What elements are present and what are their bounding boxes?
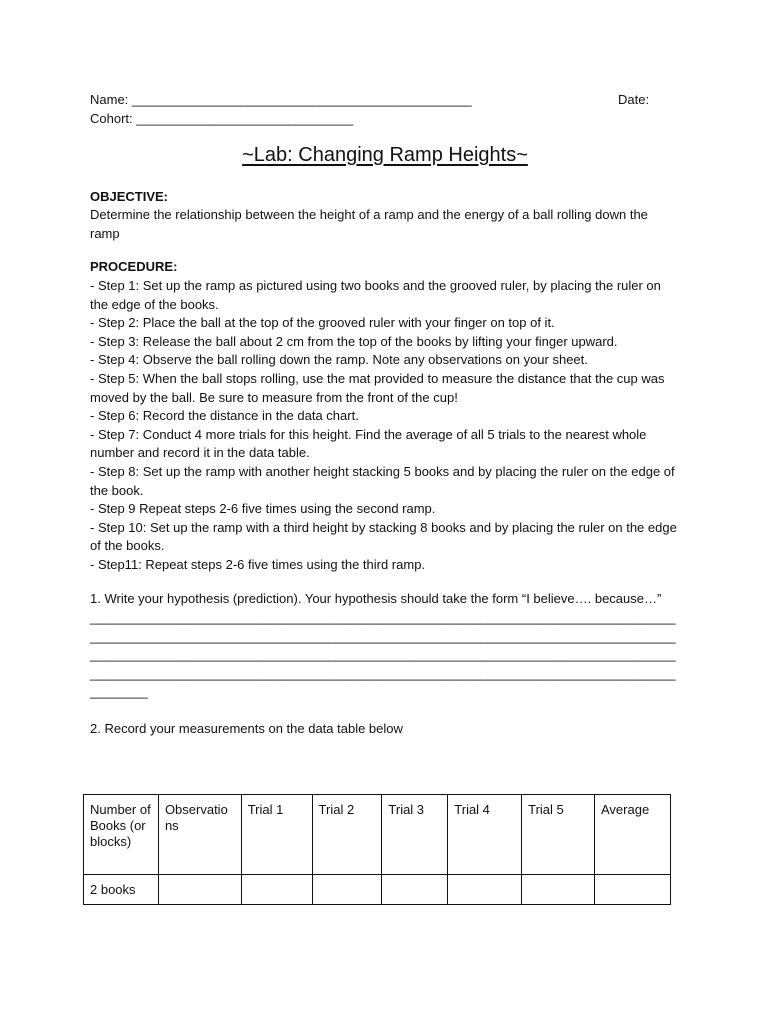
data-table-prompt: 2. Record your measurements on the data table below [90,721,403,737]
procedure-step: - Step 2: Place the ball at the top of the grooved ruler with your finger on top of it. [90,315,555,331]
name-date-row [90,91,680,110]
table-cell: 2 books [84,875,159,905]
procedure-section [90,258,680,574]
procedure-step: - Step 5: When the ball stops rolling, use the mat provided to measure the distance that the cup was moved by the ball. Be sure to measure from the front of the cup! [90,370,665,405]
column-header: Trial 4 [448,795,522,875]
table-header-row [84,795,671,875]
worksheet-page [90,91,680,739]
question-2 [90,720,680,739]
cohort-field[interactable]: Cohort: ______________________________ [90,111,354,126]
objective-heading: OBJECTIVE: [90,188,169,204]
table-cell[interactable] [522,875,595,905]
column-header: Trial 5 [522,795,595,875]
column-header: Number of Books (or blocks) [84,795,159,875]
column-header: Trial 2 [312,795,382,875]
column-header: Average [594,795,670,875]
name-field[interactable]: Name: _______________________________________________ [90,92,472,107]
objective-section [90,188,680,244]
date-field[interactable]: Date: [618,92,650,107]
hypothesis-prompt: 1. Write your hypothesis (prediction). Your hypothesis should take the form “I believe…. because…” [90,591,662,607]
table-cell[interactable] [241,875,312,905]
table-cell[interactable] [594,875,670,905]
procedure-step: - Step 9 Repeat steps 2-6 five times using the second ramp. [90,501,436,517]
procedure-step: - Step 10: Set up the ramp with a third height by stacking 8 books and by placing the ruler on the edge of the books. [90,519,677,554]
hypothesis-answer-lines[interactable]: ____________________________________________________________________________________________________________________________________________________________________________________________________________________________________________________________________________________________________________________________________________ [90,610,676,700]
column-header: Trial 1 [241,795,312,875]
procedure-step: - Step 7: Conduct 4 more trials for this height. Find the average of all 5 trials to the nearest whole number and record it in the data table. [90,426,647,461]
procedure-step: - Step 6: Record the distance in the data chart. [90,408,359,424]
column-header: Observations [158,795,241,875]
column-header: Trial 3 [382,795,448,875]
procedure-heading: PROCEDURE: [90,259,178,275]
table-cell[interactable] [312,875,382,905]
table-row [84,875,671,905]
procedure-steps [90,277,680,575]
procedure-step: - Step 1: Set up the ramp as pictured using two books and the grooved ruler, by placing the ruler on the edge of the books. [90,277,661,312]
table-cell[interactable] [158,875,241,905]
procedure-step: - Step 3: Release the ball about 2 cm from the top of the books by lifting your finger upward. [90,333,618,349]
objective-text: Determine the relationship between the height of a ramp and the energy of a ball rolling down the ramp [90,207,648,241]
page-title: ~Lab: Changing Ramp Heights~ [242,143,528,166]
procedure-step: - Step 8: Set up the ramp with another height stacking 5 books and by placing the ruler on the edge of the book. [90,463,675,498]
question-1 [90,590,680,702]
procedure-step: - Step11: Repeat steps 2-6 five times using the third ramp. [90,556,426,572]
table-cell[interactable] [382,875,448,905]
table-cell[interactable] [448,875,522,905]
data-table [83,794,671,905]
procedure-step: - Step 4: Observe the ball rolling down the ramp. Note any observations on your sheet. [90,352,588,368]
